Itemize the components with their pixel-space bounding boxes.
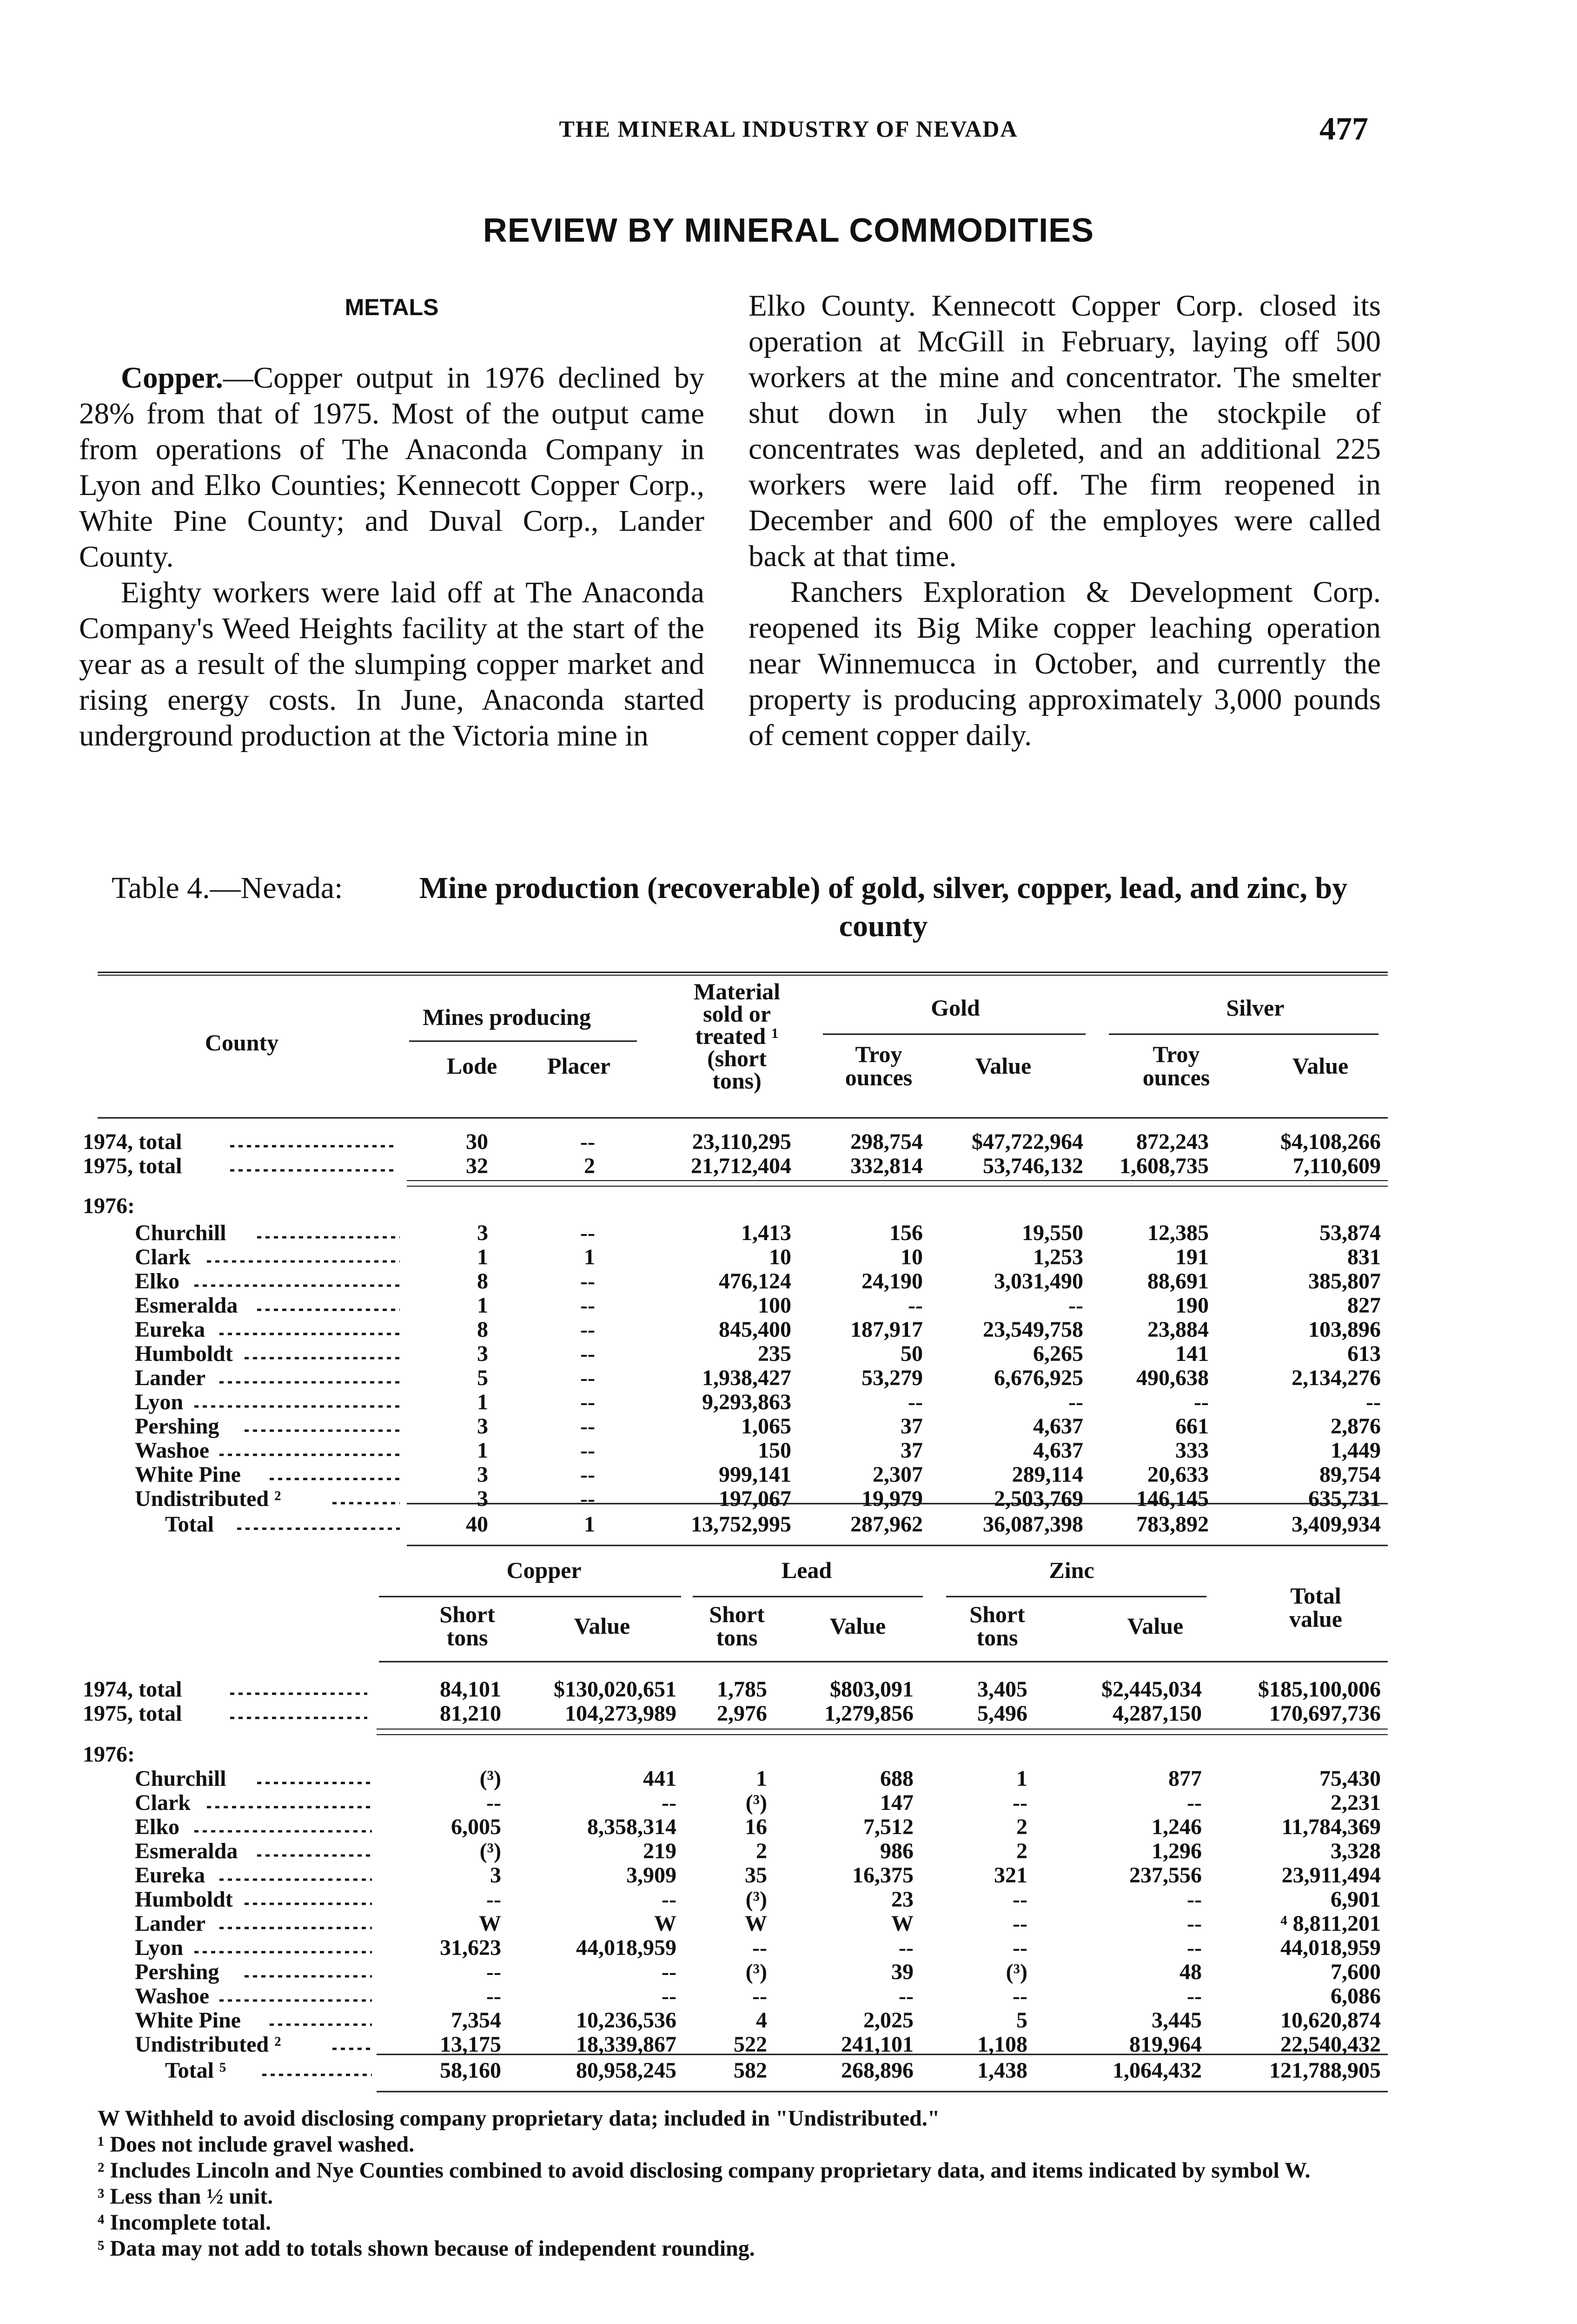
table-cell: 3 xyxy=(477,1221,488,1245)
table-cell: 241,101 xyxy=(841,2032,914,2057)
footnote: ⁵ Data may not add to totals shown because of independent rounding. xyxy=(98,2236,755,2261)
table-cell: 298,754 xyxy=(850,1129,923,1154)
table-cell: 21,712,404 xyxy=(691,1154,791,1178)
header-total-value: value xyxy=(1289,1606,1342,1632)
table-cell: 22,540,432 xyxy=(1280,2032,1381,2057)
table-cell: -- xyxy=(1194,1390,1209,1414)
table-cell: 104,273,989 xyxy=(565,1701,676,1726)
table-cell: 4 xyxy=(756,2008,767,2033)
table-cell: 32 xyxy=(466,1154,488,1178)
header-total-value: Total xyxy=(1290,1583,1341,1609)
table-cell: -- xyxy=(486,1790,501,1815)
table-cell: 3,445 xyxy=(1152,2008,1202,2033)
table-cell: -- xyxy=(1068,1293,1083,1318)
header-material: treated ¹ xyxy=(695,1023,779,1049)
table-cell: -- xyxy=(580,1129,595,1154)
table-cell: 1,449 xyxy=(1331,1438,1381,1463)
table-cell: (³) xyxy=(479,1839,501,1863)
table-cell: 289,114 xyxy=(1012,1462,1083,1487)
paragraph: Eighty workers were laid off at The Anaconda Company's Weed Heights facility at the start of the year as a result of the slumping copper market and rising energy costs. In June, Anaconda started underground production at the Victoria mine in xyxy=(79,576,704,753)
table-cell: 8,358,314 xyxy=(587,1815,676,1839)
table-cell: -- xyxy=(662,1960,676,1984)
header-lode: Lode xyxy=(446,1053,497,1079)
table-cell: 1,438 xyxy=(977,2058,1027,2083)
row-label: Pershing xyxy=(135,1960,219,1984)
table-cell: 197,067 xyxy=(719,1486,791,1511)
table-cell: 31,623 xyxy=(440,1935,501,1960)
row-label: Clark xyxy=(135,1790,191,1815)
table-cell: 6,265 xyxy=(1033,1341,1083,1366)
table-cell: 2,976 xyxy=(717,1701,767,1726)
table-cell: 3,405 xyxy=(977,1677,1027,1702)
table-cell: 16,375 xyxy=(852,1863,914,1888)
table-cell: 1 xyxy=(477,1293,488,1318)
row-label: 1974, total xyxy=(83,1129,182,1154)
table-cell: 81,210 xyxy=(440,1701,501,1726)
row-label: Clark xyxy=(135,1245,191,1269)
table-cell: 1,296 xyxy=(1152,1839,1202,1863)
table-cell: 16 xyxy=(745,1815,767,1839)
table-cell: -- xyxy=(580,1390,595,1414)
year-label: 1976: xyxy=(83,1194,135,1218)
table-cell: 50 xyxy=(901,1341,923,1366)
row-label: Esmeralda xyxy=(135,1839,238,1863)
table-cell: (³) xyxy=(745,1887,767,1912)
table-cell: 190 xyxy=(1175,1293,1209,1318)
table-cell: $2,445,034 xyxy=(1101,1677,1202,1702)
table-cell: 19,979 xyxy=(861,1486,923,1511)
table-cell: 1 xyxy=(477,1438,488,1463)
row-label: White Pine xyxy=(135,2008,241,2033)
table-cell: 44,018,959 xyxy=(1280,1935,1381,1960)
table-cell: W xyxy=(654,1911,676,1936)
header-material: (short xyxy=(707,1045,767,1071)
header-value: Value xyxy=(574,1613,630,1639)
table-cell: 23,110,295 xyxy=(692,1129,791,1154)
header-short-tons: Short xyxy=(709,1601,765,1627)
table-cell: 10,236,536 xyxy=(576,2008,676,2033)
table-cell: -- xyxy=(1013,1887,1027,1912)
table-cell: -- xyxy=(1068,1390,1083,1414)
table-cell: 845,400 xyxy=(719,1317,791,1342)
table-cell: 268,896 xyxy=(841,2058,914,2083)
header-placer: Placer xyxy=(547,1053,611,1079)
table-cell: -- xyxy=(580,1317,595,1342)
row-label: Elko xyxy=(135,1815,180,1839)
table-cell: 141 xyxy=(1175,1341,1209,1366)
table-cell: 146,145 xyxy=(1136,1486,1209,1511)
table-cell: 1,065 xyxy=(741,1414,791,1439)
row-label: Lander xyxy=(135,1911,206,1936)
table-cell: -- xyxy=(1187,1935,1202,1960)
table-cell: 23 xyxy=(891,1887,914,1912)
table-cell: 7,600 xyxy=(1331,1960,1381,1984)
table-cell: 385,807 xyxy=(1308,1269,1381,1294)
table-cell: -- xyxy=(580,1462,595,1487)
table-cell: 150 xyxy=(758,1438,791,1463)
table-cell: 5,496 xyxy=(977,1701,1027,1726)
table-cell: 635,731 xyxy=(1308,1486,1381,1511)
table-cell: 44,018,959 xyxy=(576,1935,676,1960)
table-cell: 53,874 xyxy=(1319,1221,1381,1245)
table-cell: 2 xyxy=(1016,1815,1027,1839)
row-label: Undistributed ² xyxy=(135,1486,281,1511)
table-cell: 3,328 xyxy=(1331,1839,1381,1863)
header-zinc: Zinc xyxy=(1049,1557,1094,1583)
table-cell: (³) xyxy=(745,1790,767,1815)
table-cell: W xyxy=(891,1911,914,1936)
row-label: Humboldt xyxy=(135,1887,233,1912)
table-cell: 36,087,398 xyxy=(983,1512,1083,1537)
table-cell: 48 xyxy=(1179,1960,1202,1984)
table-cell: 11,784,369 xyxy=(1281,1815,1381,1839)
table-cell: 24,190 xyxy=(861,1269,923,1294)
table-cell: 321 xyxy=(994,1863,1027,1888)
table-cell: 219 xyxy=(643,1839,676,1863)
table-cell: 10,620,874 xyxy=(1280,2008,1381,2033)
row-label: 1975, total xyxy=(83,1701,182,1726)
header-lead: Lead xyxy=(781,1557,832,1583)
table-cell: 13,752,995 xyxy=(691,1512,791,1537)
table-cell: $47,722,964 xyxy=(972,1129,1083,1154)
table-cell: 100 xyxy=(758,1293,791,1318)
table-cell: -- xyxy=(662,1887,676,1912)
table-cell: 333 xyxy=(1175,1438,1209,1463)
table-cell: -- xyxy=(580,1414,595,1439)
table-cell: -- xyxy=(580,1341,595,1366)
table-cell: 2 xyxy=(1016,1839,1027,1863)
table-cell: 4,287,150 xyxy=(1113,1701,1202,1726)
header-short-tons: tons xyxy=(976,1624,1018,1651)
table-title: Mine production (recoverable) of gold, silver, copper, lead, and zinc, by county xyxy=(419,871,1348,943)
table-cell: $803,091 xyxy=(830,1677,914,1702)
table-cell: 613 xyxy=(1347,1341,1381,1366)
row-label: 1974, total xyxy=(83,1677,182,1702)
table-cell: -- xyxy=(1013,1984,1027,2008)
table-cell: 30 xyxy=(466,1129,488,1154)
table-cell: 287,962 xyxy=(850,1512,923,1537)
row-label: Undistributed ² xyxy=(135,2032,281,2057)
header-material: sold or xyxy=(703,1001,771,1027)
table-cell: -- xyxy=(1013,1911,1027,1936)
table-cell: -- xyxy=(486,1984,501,2008)
table-cell: $130,020,651 xyxy=(554,1677,676,1702)
table-cell: 1,608,735 xyxy=(1120,1154,1209,1178)
table-cell: -- xyxy=(662,1984,676,2008)
table-cell: 3 xyxy=(490,1863,501,1888)
table-cell: 2,025 xyxy=(863,2008,914,2033)
table-cell: 827 xyxy=(1347,1293,1381,1318)
row-label: Eureka xyxy=(135,1863,205,1888)
table-cell: -- xyxy=(908,1390,923,1414)
row-label: Total ⁵ xyxy=(165,2058,226,2083)
table-cell: 661 xyxy=(1175,1414,1209,1439)
table-cell: -- xyxy=(580,1438,595,1463)
footnote: ² Includes Lincoln and Nye Counties combined to avoid disclosing company proprietary data, and items indicated by symbol W. xyxy=(98,2158,1311,2183)
table-cell: 37 xyxy=(901,1414,923,1439)
footnotes xyxy=(98,2106,1399,2262)
table-cell: 1,785 xyxy=(717,1677,767,1702)
table-cell: -- xyxy=(662,1790,676,1815)
table-cell: 88,691 xyxy=(1147,1269,1209,1294)
table-cell: 53,746,132 xyxy=(983,1154,1083,1178)
row-label: 1975, total xyxy=(83,1154,182,1178)
table-cell: -- xyxy=(1366,1390,1381,1414)
header-short-tons: Short xyxy=(439,1601,495,1627)
table-cell: 2,503,769 xyxy=(994,1486,1083,1511)
table-cell: 23,911,494 xyxy=(1281,1863,1381,1888)
table-cell: -- xyxy=(752,1984,767,2008)
row-label: Churchill xyxy=(135,1766,226,1791)
table-cell: -- xyxy=(580,1221,595,1245)
table-cell: 8 xyxy=(477,1317,488,1342)
table-cell: 831 xyxy=(1347,1245,1381,1269)
table-cell: 6,086 xyxy=(1331,1984,1381,2008)
table-cell: 2,307 xyxy=(873,1462,923,1487)
table-cell: 19,550 xyxy=(1022,1221,1083,1245)
table-cell: 1 xyxy=(756,1766,767,1791)
table-cell: -- xyxy=(486,1887,501,1912)
table-cell: 80,958,245 xyxy=(576,2058,676,2083)
header-silver: Silver xyxy=(1226,995,1285,1021)
year-label: 1976: xyxy=(83,1742,135,1767)
table-cell: 2,134,276 xyxy=(1292,1366,1381,1390)
row-label: Esmeralda xyxy=(135,1293,238,1318)
table-cell: 5 xyxy=(477,1366,488,1390)
table-cell: 783,892 xyxy=(1136,1512,1209,1537)
header-copper: Copper xyxy=(506,1557,582,1583)
row-label: Lyon xyxy=(135,1390,184,1414)
table-cell: -- xyxy=(1187,1911,1202,1936)
table-cell: 237,556 xyxy=(1129,1863,1202,1888)
table-cell: 1,413 xyxy=(741,1221,791,1245)
table-cell: -- xyxy=(580,1366,595,1390)
table-cell: 53,279 xyxy=(861,1366,923,1390)
paragraph-body: —Copper output in 1976 declined by 28% from that of 1975. Most of the output came from operations of The Anaconda Company in Lyon and Elko Counties; Kennecott Copper Corp., White Pine County; and Duval Corp., Lander County. xyxy=(79,361,704,574)
table-cell: 7,354 xyxy=(451,2008,501,2033)
row-label: Washoe xyxy=(135,1438,210,1463)
running-head: THE MINERAL INDUSTRY OF NEVADA xyxy=(559,116,1018,142)
table-cell: W xyxy=(479,1911,501,1936)
table-cell: 18,339,867 xyxy=(576,2032,676,2057)
subsection-title: METALS xyxy=(345,294,439,320)
paragraph: Elko County. Kennecott Copper Corp. closed its operation at McGill in February, laying off 500 workers at the mine and concentrator. The smelter shut down in July when the stockpile of concentrates was depleted, and an additional 225 workers were laid off. The firm reopened in December and 600 of the employes were called back at that time. xyxy=(749,289,1381,573)
table-cell: -- xyxy=(1187,1887,1202,1912)
table-cell: 476,124 xyxy=(719,1269,791,1294)
row-label: Elko xyxy=(135,1269,180,1294)
table-cell: -- xyxy=(899,1935,914,1960)
table-cell: 235 xyxy=(758,1341,791,1366)
table-cell: 1 xyxy=(1016,1766,1027,1791)
section-title: REVIEW BY MINERAL COMMODITIES xyxy=(483,212,1094,249)
footnote: ³ Less than ½ unit. xyxy=(98,2184,273,2209)
table-cell: 4,637 xyxy=(1033,1414,1083,1439)
table-cell: 187,917 xyxy=(850,1317,923,1342)
table-cell: 121,788,905 xyxy=(1269,2058,1381,2083)
table-cell: 3,909 xyxy=(626,1863,676,1888)
table-cell: 986 xyxy=(880,1839,914,1863)
header-value: Value xyxy=(1292,1053,1349,1079)
table-cell: 40 xyxy=(466,1512,488,1537)
table-cell: -- xyxy=(580,1269,595,1294)
table-cell: 441 xyxy=(643,1766,676,1791)
row-label: Eureka xyxy=(135,1317,205,1342)
header-mines-producing: Mines producing xyxy=(423,1004,591,1030)
header-value: Value xyxy=(975,1053,1032,1079)
table-cell: 6,901 xyxy=(1331,1887,1381,1912)
footnote: W Withheld to avoid disclosing company proprietary data; included in "Undistributed." xyxy=(98,2106,940,2131)
table-cell: -- xyxy=(899,1984,914,2008)
table-cell: W xyxy=(745,1911,767,1936)
table-cell: 5 xyxy=(1016,2008,1027,2033)
footnote: ⁴ Incomplete total. xyxy=(98,2210,271,2235)
table-cell: 13,175 xyxy=(440,2032,501,2057)
table-cell: 75,430 xyxy=(1319,1766,1381,1791)
page-number: 477 xyxy=(1319,111,1368,147)
table-cell: 872,243 xyxy=(1136,1129,1209,1154)
table-cell: 20,633 xyxy=(1147,1462,1209,1487)
header-gold: Gold xyxy=(931,995,980,1021)
table-cell: $185,100,006 xyxy=(1258,1677,1381,1702)
row-label: Pershing xyxy=(135,1414,219,1439)
table-cell: 12,385 xyxy=(1147,1221,1209,1245)
table-cell: ⁴ 8,811,201 xyxy=(1280,1911,1381,1936)
table-cell: 10 xyxy=(901,1245,923,1269)
row-label: Lyon xyxy=(135,1935,184,1960)
table-cell: 490,638 xyxy=(1136,1366,1209,1390)
header-troy-ounces: Troy xyxy=(855,1041,902,1067)
table-cell: -- xyxy=(1187,1984,1202,2008)
table-cell: 3,409,934 xyxy=(1292,1512,1381,1537)
table-cell: 23,884 xyxy=(1147,1317,1209,1342)
header-material: Material xyxy=(693,978,781,1004)
table-cell: 191 xyxy=(1175,1245,1209,1269)
table-cell: 688 xyxy=(880,1766,914,1791)
table-cell: -- xyxy=(486,1960,501,1984)
row-label: White Pine xyxy=(135,1462,241,1487)
table-cell: 1,064,432 xyxy=(1113,2058,1202,2083)
header-troy-ounces: ounces xyxy=(845,1064,913,1090)
table-cell: 35 xyxy=(745,1863,767,1888)
table-cell: 999,141 xyxy=(719,1462,791,1487)
table-cell: 170,697,736 xyxy=(1269,1701,1381,1726)
table-cell: 1 xyxy=(584,1512,595,1537)
table-cell: 332,814 xyxy=(850,1154,923,1178)
paragraph: Ranchers Exploration & Development Corp. reopened its Big Mike copper leaching operation near Winnemucca in October, and currently the property is producing approximately 3,000 pounds of cement copper daily. xyxy=(749,575,1381,752)
header-troy-ounces: Troy xyxy=(1153,1041,1200,1067)
row-label: Washoe xyxy=(135,1984,210,2008)
table-cell: 1,246 xyxy=(1152,1815,1202,1839)
table-cell: 522 xyxy=(734,2032,767,2057)
row-label: Lander xyxy=(135,1366,206,1390)
table-cell: (³) xyxy=(479,1766,501,1791)
row-label: Humboldt xyxy=(135,1341,233,1366)
table-cell: 3,031,490 xyxy=(994,1269,1083,1294)
table-cell: 2,876 xyxy=(1331,1414,1381,1439)
header-troy-ounces: ounces xyxy=(1142,1064,1210,1090)
header-value: Value xyxy=(1127,1613,1184,1639)
table-cell: 1,108 xyxy=(977,2032,1027,2057)
table-cell: 819,964 xyxy=(1129,2032,1202,2057)
table-cell: 84,101 xyxy=(440,1677,501,1702)
table-cell: 103,896 xyxy=(1308,1317,1381,1342)
table-cell: 6,005 xyxy=(451,1815,501,1839)
table-cell: 37 xyxy=(901,1438,923,1463)
table-cell: 23,549,758 xyxy=(983,1317,1083,1342)
header-short-tons: Short xyxy=(969,1601,1025,1627)
lead-term: Copper. xyxy=(121,361,223,395)
table-cell: 582 xyxy=(734,2058,767,2083)
table-cell: 6,676,925 xyxy=(994,1366,1083,1390)
table-cell: 7,512 xyxy=(863,1815,914,1839)
table-cell: 3 xyxy=(477,1414,488,1439)
table-cell: 10 xyxy=(769,1245,791,1269)
table-cell: -- xyxy=(1013,1790,1027,1815)
table-cell: 1,938,427 xyxy=(702,1366,791,1390)
table-cell: 4,637 xyxy=(1033,1438,1083,1463)
table-cell: 3 xyxy=(477,1341,488,1366)
table-cell: -- xyxy=(580,1486,595,1511)
header-value: Value xyxy=(829,1613,886,1639)
table-cell: 2 xyxy=(756,1839,767,1863)
table-cell: 8 xyxy=(477,1269,488,1294)
table-cell: $4,108,266 xyxy=(1280,1129,1381,1154)
table-cell: -- xyxy=(1013,1935,1027,1960)
table-cell: 2,231 xyxy=(1331,1790,1381,1815)
table-cell: -- xyxy=(1187,1790,1202,1815)
table-cell: 39 xyxy=(891,1960,914,1984)
table-cell: 1,253 xyxy=(1033,1245,1083,1269)
table-cell: 147 xyxy=(880,1790,914,1815)
row-label: Churchill xyxy=(135,1221,226,1245)
table-cell: 156 xyxy=(889,1221,923,1245)
table-cell: -- xyxy=(580,1293,595,1318)
table-cell: 3 xyxy=(477,1462,488,1487)
row-label: Total xyxy=(165,1512,214,1537)
table-cell: 1 xyxy=(477,1390,488,1414)
table-cell: 89,754 xyxy=(1319,1462,1381,1487)
table-cell: 1 xyxy=(477,1245,488,1269)
table-cell: 3 xyxy=(477,1486,488,1511)
table-cell: -- xyxy=(908,1293,923,1318)
table-cell: 1,279,856 xyxy=(824,1701,914,1726)
table-cell: 1 xyxy=(584,1245,595,1269)
table-cell: 2 xyxy=(584,1154,595,1178)
table-label: Table 4.—Nevada: xyxy=(112,871,343,905)
table-cell: (³) xyxy=(745,1960,767,1984)
footnote: ¹ Does not include gravel washed. xyxy=(98,2132,415,2157)
table-cell: 877 xyxy=(1168,1766,1202,1791)
table-cell: 7,110,609 xyxy=(1292,1154,1381,1178)
table-cell: -- xyxy=(752,1935,767,1960)
header-short-tons: tons xyxy=(446,1624,488,1651)
table-cell: (³) xyxy=(1006,1960,1027,1984)
table-cell: 58,160 xyxy=(440,2058,501,2083)
table-cell: 9,293,863 xyxy=(702,1390,791,1414)
header-county: County xyxy=(205,1030,279,1056)
header-material: tons) xyxy=(712,1068,762,1094)
header-short-tons: tons xyxy=(716,1624,758,1651)
